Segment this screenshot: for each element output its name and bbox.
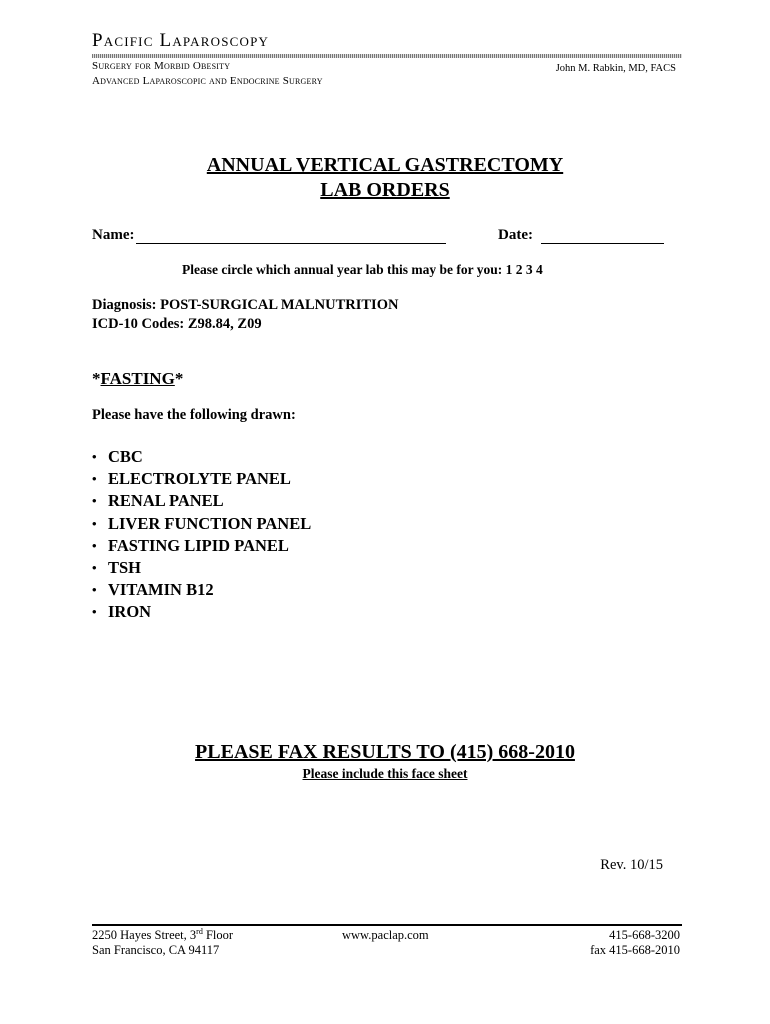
fasting-prefix: * — [92, 369, 101, 388]
annual-year-prompt: Please circle which annual year lab this may be for you: 1 2 3 4 — [182, 262, 543, 277]
practice-name: Pacific Laparoscopy — [92, 30, 270, 51]
bullet-icon: • — [92, 515, 97, 531]
date-label: Date: — [498, 227, 533, 243]
bullet-icon: • — [92, 493, 97, 509]
fax-instruction: PLEASE FAX RESULTS TO (415) 668-2010 — [195, 741, 575, 763]
list-item — [92, 490, 311, 512]
list-item — [92, 557, 311, 579]
practice-subtitle-1: Surgery for Morbid Obesity — [92, 60, 231, 72]
list-item — [92, 601, 311, 623]
list-item — [92, 535, 311, 557]
footer-fax: fax 415-668-2010 — [590, 943, 680, 957]
face-sheet-note: Please include this face sheet — [302, 766, 468, 781]
document-subtitle: LAB ORDERS — [320, 179, 450, 201]
name-field[interactable] — [136, 243, 446, 244]
lab-list — [92, 446, 311, 624]
revision-label: Rev. 10/15 — [600, 857, 663, 873]
list-item — [92, 579, 311, 601]
document-title: ANNUAL VERTICAL GASTRECTOMY — [206, 154, 564, 176]
footer-street-text: 2250 Hayes Street, 3 — [92, 928, 197, 942]
footer-phone: 415-668-3200 — [609, 928, 680, 942]
lab-item-label: TSH — [108, 557, 142, 577]
footer-website-link[interactable]: www.paclap.com — [342, 928, 429, 942]
date-field[interactable] — [541, 243, 664, 244]
practice-subtitle-2: Advanced Laparoscopic and Endocrine Surgery — [92, 75, 323, 87]
bullet-icon: • — [92, 537, 97, 553]
bullet-icon: • — [92, 449, 97, 464]
lab-item-label: FASTING LIPID PANEL — [108, 535, 289, 555]
bullet-icon: • — [92, 559, 97, 575]
bullet-icon: • — [92, 582, 97, 598]
bullet-icon: • — [92, 471, 97, 487]
list-item — [92, 446, 311, 468]
lab-item-label: LIVER FUNCTION PANEL — [108, 513, 312, 533]
footer-rule — [92, 924, 682, 926]
lab-item-label: ELECTROLYTE PANEL — [108, 469, 291, 489]
header-rule — [92, 54, 682, 58]
footer-floor-text: Floor — [202, 928, 234, 942]
name-label: Name: — [92, 227, 135, 243]
lab-item-label: CBC — [108, 447, 143, 466]
footer-address-city: San Francisco, CA 94117 — [92, 943, 220, 957]
lab-item-label: RENAL PANEL — [108, 491, 224, 511]
list-item — [92, 513, 311, 535]
draw-instructions: Please have the following drawn: — [92, 407, 296, 423]
physician-name: John M. Rabkin, MD, FACS — [555, 63, 676, 74]
footer-ordinal-suffix: rd — [196, 926, 203, 936]
bullet-icon: • — [92, 604, 97, 620]
fasting-heading — [92, 369, 183, 389]
diagnosis-line: Diagnosis: POST-SURGICAL MALNUTRITION — [92, 297, 399, 313]
fasting-suffix: * — [174, 369, 184, 388]
footer-address-street — [92, 928, 233, 943]
lab-item-label: VITAMIN B12 — [108, 580, 214, 600]
lab-item-label: IRON — [108, 602, 152, 622]
list-item — [92, 468, 311, 490]
icd-codes-line: ICD-10 Codes: Z98.84, Z09 — [92, 316, 262, 332]
fasting-label: FASTING — [100, 369, 175, 388]
